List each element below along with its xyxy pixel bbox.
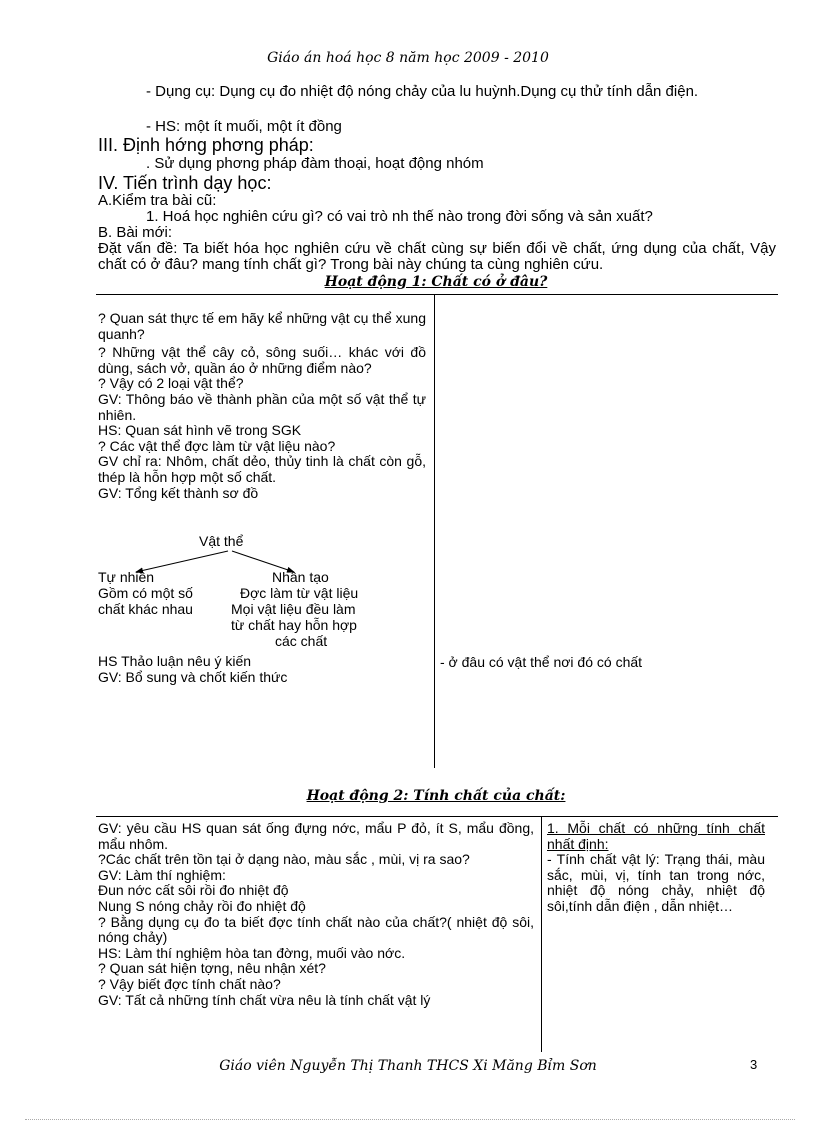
diagram-artificial-line: các chất <box>275 633 328 649</box>
act1-left-after: GV: Bổ sung và chốt kiến thức <box>98 669 288 685</box>
activity-2-left-column <box>98 821 534 1008</box>
section-4-title: IV. Tiến trình dạy học: <box>98 173 272 193</box>
part-a-title: A.Kiểm tra bài cũ: <box>98 192 217 209</box>
act1-left-after: HS Thảo luận nêu ý kiến <box>98 653 252 669</box>
part-b-title: B. Bài mới: <box>98 224 173 241</box>
diagram-natural-line: Gồm có một số <box>98 585 193 601</box>
diagram-natural-title: Tự nhiên <box>98 569 155 585</box>
act1-left-line: ? Vậy có 2 loại vật thể? <box>98 375 244 392</box>
table-1-divider <box>434 294 435 768</box>
act2-left-line: ? Vậy biết đợc tính chất nào? <box>98 975 281 992</box>
act1-left-line: HS: Quan sát hình vẽ trong SGK <box>98 422 302 439</box>
act2-left-line: Đun nớc cất sôi rồi đo nhiệt độ <box>98 882 289 899</box>
activity-1-title: Hoạt động 1: Chất có ở đâu? <box>324 274 548 290</box>
act1-left-line: GV chỉ ra: Nhôm, chất dẻo, thủy tinh là chất còn gỗ, thép là hỗn hợp một số chất. <box>98 453 426 485</box>
review-question-1: 1. Hoá học nghiên cứu gì? có vai trò nh thế nào trong đời sống và sản xuất? <box>146 208 653 225</box>
activity-1-right-text: - ở đâu có vật thể nơi đó có chất <box>440 654 643 670</box>
act2-right-heading: 1. Mỗi chất có những tính chất nhất định: <box>547 820 765 852</box>
act2-left-line: GV: yêu cầu HS quan sát ống đựng nớc, mẩu P đỏ, ít S, mẩu đồng, mẩu nhôm. <box>98 820 534 852</box>
section-3-title: III. Định hớng phơng pháp: <box>98 135 314 155</box>
table-1-top-border <box>96 294 778 295</box>
page-footer: Giáo viên Nguyễn Thị Thanh THCS Xi Măng Bỉm Sơn <box>219 1058 597 1074</box>
act2-left-line: ?Các chất trên tồn tại ở dạng nào, màu sắc , mùi, vị ra sao? <box>98 851 470 868</box>
page-number: 3 <box>750 1057 758 1072</box>
act2-left-line: HS: Làm thí nghiệm hòa tan đờng, muối vào nớc. <box>98 944 406 961</box>
diagram-artificial-line: từ chất hay hỗn hợp <box>231 617 357 633</box>
section-3-body: . Sử dụng phơng pháp đàm thoại, hoạt động nhóm <box>146 155 484 172</box>
act2-left-line: GV: Làm thí nghiệm: <box>98 866 226 883</box>
diagram-root: Vật thể <box>199 533 244 549</box>
student-materials: - HS: một ít muối, một ít đồng <box>146 118 342 135</box>
act1-left-line: GV: Tổng kết thành sơ đồ <box>98 484 259 501</box>
act1-left-line: ? Quan sát thực tế em hãy kể những vật cụ thể xung quanh? <box>98 310 426 342</box>
act2-right-body: - Tính chất vật lý: Trạng thái, màu sắc, mùi, vị, tính tan trong nớc, nhiệt độ nóng chảy, nhiệt độ sôi,tính dẫn điện , dẫn nhiệt… <box>547 851 765 914</box>
diagram-artificial-title: Nhân tạo <box>272 569 329 585</box>
table-2-top-border <box>96 816 778 817</box>
table-2-divider <box>541 816 542 1052</box>
activity-1-left-column <box>98 311 426 501</box>
act2-left-line: Nung S nóng chảy rồi đo nhiệt độ <box>98 897 306 914</box>
equipment-text: - Dụng cụ: Dụng cụ đo nhiệt độ nóng chảy của lu huỳnh.Dụng cụ thử tính dẫn điện. <box>146 83 699 100</box>
activity-2-title: Hoạt động 2: Tính chất của chất: <box>306 788 566 804</box>
act1-left-line: ? Những vật thể cây cỏ, sông suối… khác với đồ dùng, sách vở, quần áo ở những điểm nào? <box>98 344 426 376</box>
diagram-artificial-line: Đợc làm từ vật liệu <box>240 585 359 601</box>
page-bottom-dotted-line <box>25 1119 795 1120</box>
activity-2-right-column <box>547 821 765 915</box>
act2-left-line: ? Bằng dụng cụ đo ta biết đợc tính chất nào của chất?( nhiệt độ sôi, nóng chảy) <box>98 913 534 946</box>
diagram-artificial-line: Mọi vật liệu đều làm <box>231 601 356 617</box>
act1-left-line: ? Các vật thể đợc làm từ vật liệu nào? <box>98 437 336 454</box>
diagram-natural-line: chất khác nhau <box>98 601 193 617</box>
act2-left-line: ? Quan sát hiện tợng, nêu nhận xét? <box>98 960 326 977</box>
problem-statement: Đặt vấn đề: Ta biết hóa học nghiên cứu về chất cùng sự biến đổi về chất, ứng dụng của chất, Vậy chất có ở đâu? mang tính chất gì? Trong bài này chúng ta cùng nghiên cứu. <box>98 240 776 273</box>
page-header: Giáo án hoá học 8 năm học 2009 - 2010 <box>267 50 549 66</box>
act1-left-line: GV: Thông báo về thành phần của một số vật thể tự nhiên. <box>98 390 426 423</box>
act2-left-line: GV: Tất cả những tính chất vừa nêu là tính chất vật lý <box>98 991 431 1008</box>
